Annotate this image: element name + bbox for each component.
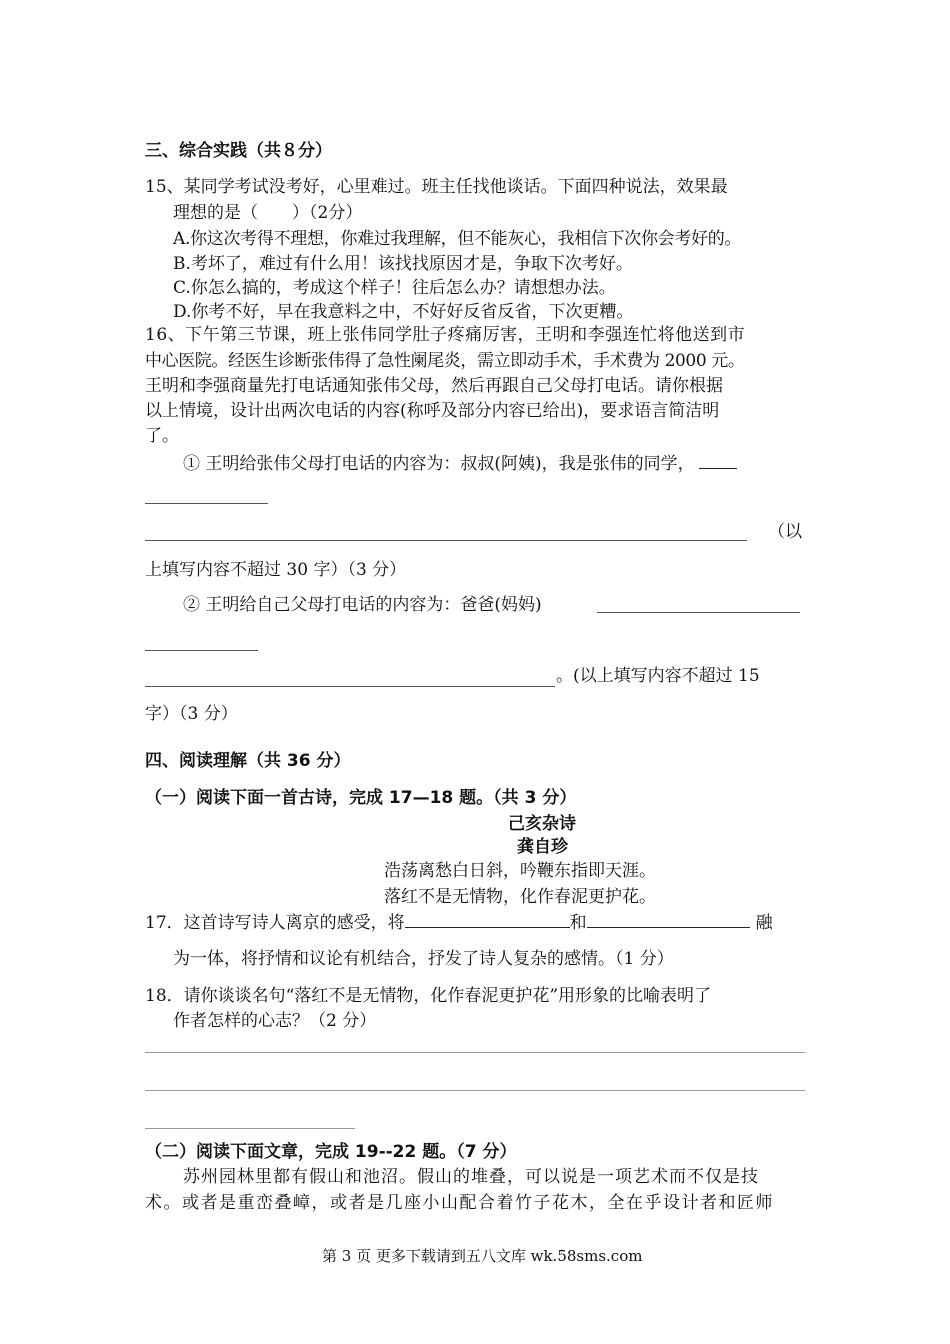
q16-call1-prompt: [183, 452, 737, 475]
q16-call2-answer-line2[interactable]: [145, 650, 258, 651]
poem-line1: 浩荡离愁白日斜，吟鞭东指即天涯。: [384, 861, 656, 881]
q16-call2-limit-note: 。(以上填写内容不超过 15: [556, 666, 760, 686]
q16-line5: 了。: [145, 426, 179, 446]
passage-line1: 苏州园林里都有假山和池沼。假山的堆叠，可以说是一项艺术而不仅是技: [183, 1167, 759, 1187]
q15-option-c: C.你怎么搞的，考成这个样子！往后怎么办？请想想办法。: [173, 278, 616, 298]
q15-option-d: D.你考不好，早在我意料之中，不好好反省反省，下次更糟。: [173, 302, 634, 322]
q16-call1-blank-start[interactable]: [699, 452, 737, 469]
q16-call1-text: ① 王明给张伟父母打电话的内容为：叔叔(阿姨)，我是张伟的同学，: [183, 454, 695, 474]
passage-line2: 术。或者是重峦叠嶂，或者是几座小山配合着竹子花木，全在乎设计者和匠师: [145, 1193, 774, 1213]
q16-line2: 中心医院。经医生诊断张伟得了急性阑尾炎，需立即动手术，手术费为 2000 元。: [145, 351, 745, 371]
q16-call1-answer-line2[interactable]: [145, 540, 747, 541]
q16-line3: 王明和李强商量先打电话通知张伟父母，然后再跟自己父母打电话。请你根据: [145, 376, 723, 396]
q18-answer-line3[interactable]: [145, 1128, 355, 1129]
q16-line1: 16、下午第三节课，班上张伟同学肚子疼痛厉害，王明和李强连忙将他送到市: [145, 325, 746, 345]
section4-title: 四、阅读理解（共 36 分）: [145, 751, 351, 771]
poem-title: 己亥杂诗: [508, 814, 576, 834]
q15-stem-line2: 理想的是（ ）（2分）: [173, 203, 363, 223]
section3-title: 三、综合实践（共８分）: [145, 141, 332, 161]
q18-line2: 作者怎样的心志？（2 分）: [173, 1011, 377, 1031]
q17-text-c: 融: [755, 913, 773, 933]
poem-author: 龚自珍: [517, 837, 568, 857]
q16-call2-prompt: ② 王明给自己父母打电话的内容为：爸爸(妈妈): [183, 595, 542, 615]
q16-call1-paren: （以: [768, 522, 802, 542]
q17-line1: [145, 911, 773, 934]
q17-text-a: 17．这首诗写诗人离京的感受，将: [145, 913, 405, 933]
part2-title: （二）阅读下面文章，完成 19--22 题。（7 分）: [145, 1142, 517, 1162]
q16-line4: 以上情境，设计出两次电话的内容(称呼及部分内容已给出)，要求语言简洁明: [145, 401, 720, 421]
q17-blank-2[interactable]: [587, 911, 750, 928]
q16-call1-answer-line1[interactable]: [145, 503, 268, 504]
q18-answer-line2[interactable]: [145, 1090, 805, 1091]
q16-call2-answer-line3[interactable]: [145, 686, 555, 687]
q18-line1: 18．请你谈谈名句“落红不是无情物，化作春泥更护花”用形象的比喻表明了: [145, 986, 712, 1006]
page-footer: 第 3 页 更多下载请到五八文库 wk.58sms.com: [322, 1247, 643, 1265]
poem-line2: 落红不是无情物，化作春泥更护花。: [384, 887, 656, 907]
q17-line2: 为一体，将抒情和议论有机结合，抒发了诗人复杂的感情。（1 分）: [173, 949, 674, 969]
q18-answer-line1[interactable]: [145, 1052, 805, 1053]
q15-option-a: A.你这次考得不理想，你难过我理解，但不能灰心，我相信下次你会考好的。: [173, 229, 742, 249]
q15-option-b: B.考坏了，难过有什么用！该找找原因才是，争取下次考好。: [173, 254, 633, 274]
q17-blank-1[interactable]: [405, 911, 570, 928]
q15-stem-line1: 15、某同学考试没考好，心里难过。班主任找他谈话。下面四种说法，效果最: [145, 177, 728, 197]
q16-call1-limit-note: 上填写内容不超过 30 字）（3 分）: [145, 560, 407, 580]
part1-title: （一）阅读下面一首古诗，完成 17—18 题。（共 3 分）: [145, 788, 577, 808]
q16-call2-limit-note-end: 字）（3 分）: [145, 704, 238, 724]
q16-call2-answer-line1[interactable]: [597, 612, 800, 613]
q17-text-b: 和: [569, 913, 587, 933]
